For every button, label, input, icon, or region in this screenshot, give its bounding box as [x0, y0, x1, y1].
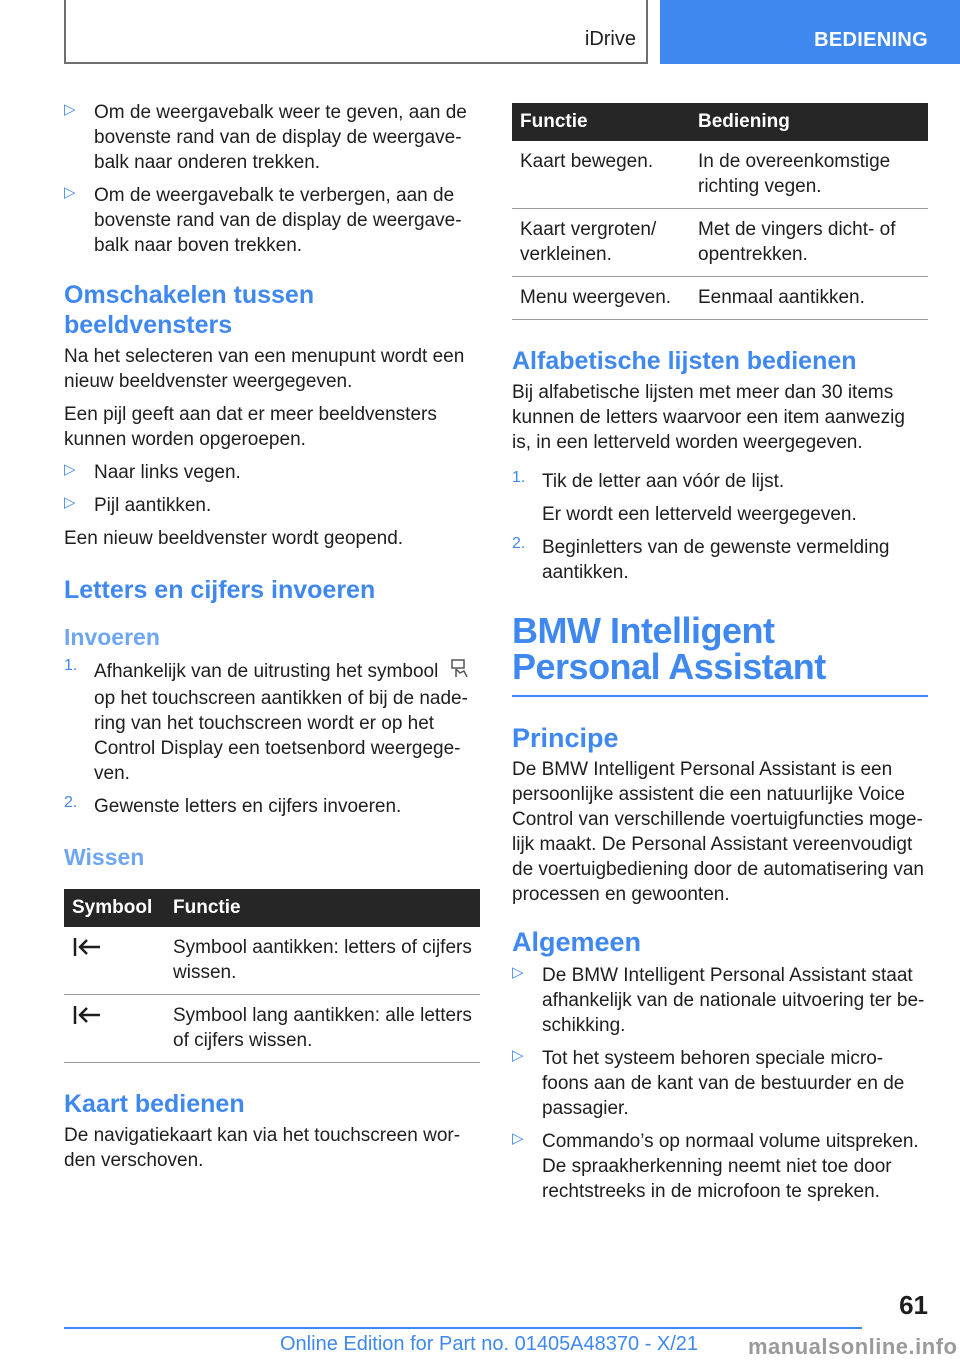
bullet-triangle-icon: ▷ [64, 101, 76, 118]
delete-table [64, 889, 480, 1063]
bullet-triangle-icon: ▷ [512, 964, 524, 981]
section-title-letters: Letters en cijfers invoeren [64, 576, 376, 604]
keyboard-icon [450, 657, 472, 686]
left-column [64, 100, 480, 1173]
bullet-text: Commando’s op normaal volume uitspreken. De spraakherkenning neemt niet toe door rechtstreeks in de microfoon te spreken. [542, 1131, 919, 1202]
bullet-triangle-icon: ▷ [64, 494, 76, 511]
bullet-text: Pijl aantikken. [94, 495, 212, 516]
list-item [64, 460, 480, 485]
table-header: Functie [165, 889, 480, 927]
paragraph: Een pijl geeft aan dat er meer beeldvensters kunnen worden opgeroepen. [64, 404, 437, 450]
step-result: Er wordt een letterveld weergegeven. [542, 504, 857, 525]
backspace-arrow-icon [72, 935, 104, 959]
section-title-principle: Principe [512, 723, 619, 753]
table-cell: Menu weergeven. [512, 277, 690, 320]
table-cell: Symbool aantikken: letters of cijfers wissen. [165, 927, 480, 995]
list-item [64, 657, 480, 786]
bullet-text: Naar links vegen. [94, 462, 241, 483]
backspace-arrow-icon [72, 1003, 104, 1027]
watermark-logo: manualsonline.info [748, 1334, 958, 1359]
subsection-title-delete: Wissen [64, 844, 145, 870]
section-title-general: Algemeen [512, 927, 642, 957]
list-item [512, 535, 928, 585]
list-item [512, 1046, 928, 1121]
step-text: Beginletters van de gewenste vermelding aantikken. [542, 537, 890, 583]
table-cell: In de overeenkomstige richting vegen. [690, 141, 928, 209]
step-number: 1. [512, 469, 526, 486]
list-item [64, 183, 480, 258]
list-item [512, 963, 928, 1038]
table-row [512, 209, 928, 277]
header-chapter-label: BEDIENING [814, 29, 928, 51]
table-header: Functie [512, 103, 690, 141]
paragraph: Bij alfabetische lijsten met meer dan 30 items kunnen de letters waarvoor een item aanwezig is, in een letterveld worden weergegeven. [512, 382, 905, 453]
table-cell: Met de vingers dicht- of opentrekken. [690, 209, 928, 277]
section-title-map: Kaart bedienen [64, 1090, 245, 1118]
footer-edition: Online Edition for Part no. 01405A48370 - X/21 [280, 1333, 699, 1355]
table-row [64, 927, 480, 995]
paragraph: Een nieuw beeldvenster wordt geopend. [64, 528, 404, 549]
bullet-text: Om de weergavebalk weer te geven, aan de bovenste rand van de display de weergave-balk naar onderen trekken. [94, 102, 467, 173]
bullet-text: Tot het systeem behoren speciale micro-foons aan de kant van de bestuurder en de passagier. [542, 1048, 905, 1119]
table-header: Bediening [690, 103, 928, 141]
table-row [64, 995, 480, 1063]
table-header-row [512, 103, 928, 141]
section-title-alphabetical: Alfabetische lijsten bedienen [512, 347, 857, 375]
bullet-text: De BMW Intelligent Personal Assistant staat afhankelijk van de nationale uitvoering ter be-schikking. [542, 965, 925, 1036]
header-chapter-tab[interactable] [660, 0, 960, 64]
step-text: Gewenste letters en cijfers invoeren. [94, 796, 402, 817]
table-header-row [64, 889, 480, 927]
list-item [64, 100, 480, 175]
step-number: 1. [64, 657, 78, 674]
table-cell: Eenmaal aantikken. [690, 277, 928, 320]
bullet-triangle-icon: ▷ [512, 1047, 524, 1064]
step-number: 2. [64, 794, 78, 811]
bullet-triangle-icon: ▷ [64, 461, 76, 478]
table-header: Symbool [64, 889, 165, 927]
list-item [512, 1129, 928, 1204]
bullet-text: Om de weergavebalk te verbergen, aan de bovenste rand van de display de weergave-balk naar boven trekken. [94, 185, 462, 256]
table-cell [64, 927, 165, 995]
table-cell: Symbool lang aantikken: alle letters of cijfers wissen. [165, 995, 480, 1063]
step-text: Tik de letter aan vóór de lijst. [542, 471, 785, 492]
map-control-table [512, 103, 928, 320]
section-title-switch: Omschakelen tussen beeldvensters [64, 281, 315, 339]
header-section-title: iDrive [584, 28, 636, 50]
list-item [64, 493, 480, 518]
paragraph: Na het selecteren van een menupunt wordt een nieuw beeldvenster weergegeven. [64, 346, 465, 392]
bullet-triangle-icon: ▷ [64, 184, 76, 201]
table-cell [64, 995, 165, 1063]
list-item [512, 469, 928, 527]
list-item [64, 794, 480, 819]
footer-rule [64, 1327, 862, 1329]
right-column [512, 103, 928, 1212]
step-number: 2. [512, 535, 526, 552]
page-number: 61 [899, 1290, 928, 1320]
title-underline [512, 695, 928, 697]
table-cell: Kaart vergroten/ verkleinen. [512, 209, 690, 277]
subsection-title-input: Invoeren [64, 624, 160, 650]
bullet-triangle-icon: ▷ [512, 1130, 524, 1147]
chapter-title-bmw-assistant: BMW Intelligent Personal Assistant [512, 610, 826, 687]
paragraph: De BMW Intelligent Personal Assistant is een persoonlijke assistent die een natuurlijke Voice Control van verschillende voertuigfuncties moge-lijk maakt. De Personal Assistant vereenvoudigt de voertuigbediening door de automatisering van processen en gewoonten. [512, 759, 924, 905]
table-cell: Kaart bewegen. [512, 141, 690, 209]
table-row [512, 141, 928, 209]
table-row [512, 277, 928, 320]
step-text: Afhankelijk van de uitrusting het symbool op het touchscreen aantikken of bij de nade-ring van het touchscreen wordt er op het Control Display een toetsenbord weergege-ven. [94, 657, 480, 786]
paragraph: De navigatiekaart kan via het touchscreen wor-den verschoven. [64, 1125, 461, 1171]
